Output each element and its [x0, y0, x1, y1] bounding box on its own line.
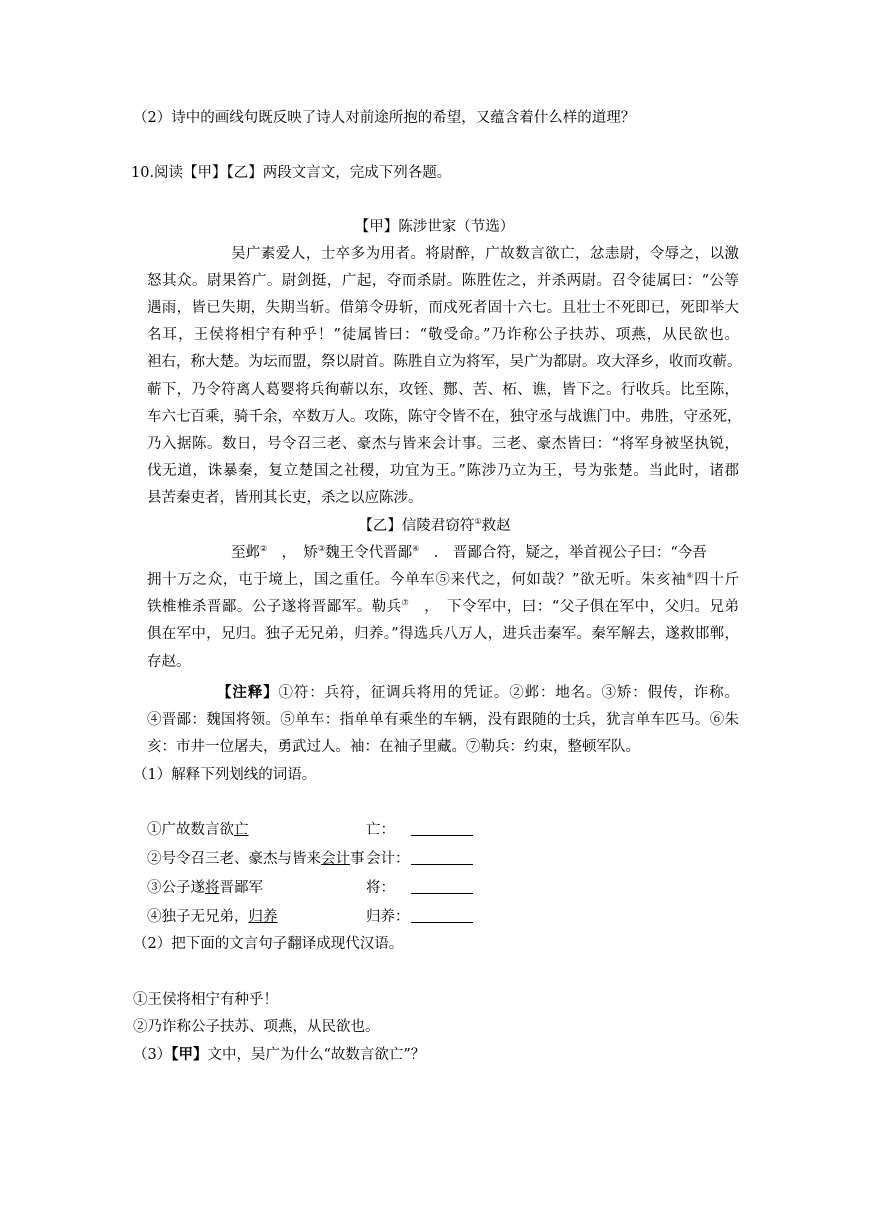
answer-blank[interactable]: [411, 864, 473, 865]
question-3: （3）【甲】文中，吴广为什么“故数言欲亡”？: [133, 1046, 426, 1063]
passage-jia-line: 袒右，称大楚。为坛而盟，祭以尉首。陈胜自立为将军，吴广为都尉。攻大泽乡，收而攻蕲。: [147, 354, 742, 370]
notes-line: 亥：市井一位屠夫，勇武过人。袖：在袖子里藏。⑦勒兵：约束，整顿军队。: [147, 739, 640, 755]
answer-blank[interactable]: [411, 893, 473, 894]
vocab-item: ②号令召三老、豪杰与皆来会计事: [147, 851, 365, 867]
passage-jia-line: 乃入据陈。数日，号令召三老、豪杰与皆来会计事。三老、豪杰皆曰：“将军身被坚执锐，: [147, 436, 739, 452]
passage-jia-line: 蕲下，乃令符离人葛婴将兵徇蕲以东，攻铚、酂、苦、柘、谯，皆下之。行收兵。比至陈，: [147, 382, 739, 398]
passage-jia-title: 【甲】陈涉世家（节选）: [354, 219, 515, 235]
passage-yi-line: 至邺② ， 矫③魏王令代晋鄙④ . 晋鄙合符，疑之，举首视公子曰：“今吾: [231, 544, 707, 561]
passage-jia-line: 伐无道，诛暴秦，复立楚国之社稷，功宜为王。”陈涉乃立为王，号为张楚。当此时，诸郡: [147, 463, 739, 479]
passage-jia-line: 车六七百乘，骑千余，卒数万人。攻陈，陈守令皆不在，独守丞与战谯门中。弗胜，守丞死，: [147, 409, 742, 425]
passage-jia-line: 名耳，王侯将相宁有种乎！”徒属皆曰：“敬受命。”乃诈称公子扶苏、项燕，从民欲也。: [147, 327, 739, 343]
answer-blank[interactable]: [411, 835, 473, 836]
passage-jia-line: 吴广素爱人，士卒多为用者。将尉醉，广故数言欲亡，忿恚尉，令辱之，以激: [231, 246, 739, 262]
passage-jia-line: 县苦秦吏者，皆刑其长吏，杀之以应陈涉。: [147, 490, 423, 506]
vocab-term: 会计：: [366, 851, 410, 867]
notes-line: ④晋鄙：魏国将领。⑤单车：指单单有乘坐的车辆，没有跟随的士兵，犹言单车匹马。⑥朱: [147, 712, 739, 728]
vocab-term: 亡：: [366, 822, 395, 838]
vocab-term: 将：: [366, 880, 395, 896]
vocab-term: 归养：: [366, 909, 410, 925]
passage-yi-title: 【乙】信陵君窃符①救赵: [358, 517, 511, 534]
vocab-item: ④独子无兄弟，归养: [147, 909, 278, 925]
vocab-item: ①广故数言欲亡: [147, 822, 249, 838]
passage-yi-line: 存赵。: [147, 654, 191, 670]
passage-yi-line: 俱在军中，兄归。独子无兄弟，归养。”得选兵八万人，进兵击秦军。秦军解去，遂救邯郸，: [147, 626, 739, 642]
question-9-2: （2）诗中的画线句既反映了诗人对前途所抱的希望，又蕴含着什么样的道理？: [133, 110, 636, 126]
notes-line: 【注释】①符：兵符，征调兵将用的凭证。②邺：地名。③矫：假传，诈称。: [217, 684, 739, 701]
passage-jia-line: 遇雨，皆已失期，失期当斩。借第令毋斩，而戍死者固十六七。且壮士不死即已，死即举大: [147, 300, 739, 316]
passage-yi-line: 铁椎椎杀晋鄙。公子遂将晋鄙军。勒兵⑦ ， 下令军中，曰：“父子俱在军中，父归。兄弟: [147, 598, 739, 615]
answer-blank[interactable]: [411, 922, 473, 923]
vocab-item: ③公子遂将晋鄙军: [147, 880, 263, 896]
translation-item: ①王侯将相宁有种乎！: [133, 992, 278, 1008]
translation-item: ②乃诈称公子扶苏、项燕，从民欲也。: [133, 1019, 380, 1035]
question-1-title: （1）解释下列划线的词语。: [133, 767, 317, 783]
question-10-intro: 10.阅读【甲】【乙】两段文言文，完成下列各题。: [131, 165, 452, 181]
passage-jia-line: 怒其众。尉果笞广。尉剑挺，广起，夺而杀尉。陈胜佐之，并杀两尉。召令徒属曰：“公等: [147, 273, 739, 289]
question-2-title: （2）把下面的文言句子翻译成现代汉语。: [133, 936, 404, 952]
passage-yi-line: 拥十万之众，屯于境上，国之重任。今单车⑤来代之，何如哉？”欲无听。朱亥袖⑥四十斤: [147, 571, 740, 588]
